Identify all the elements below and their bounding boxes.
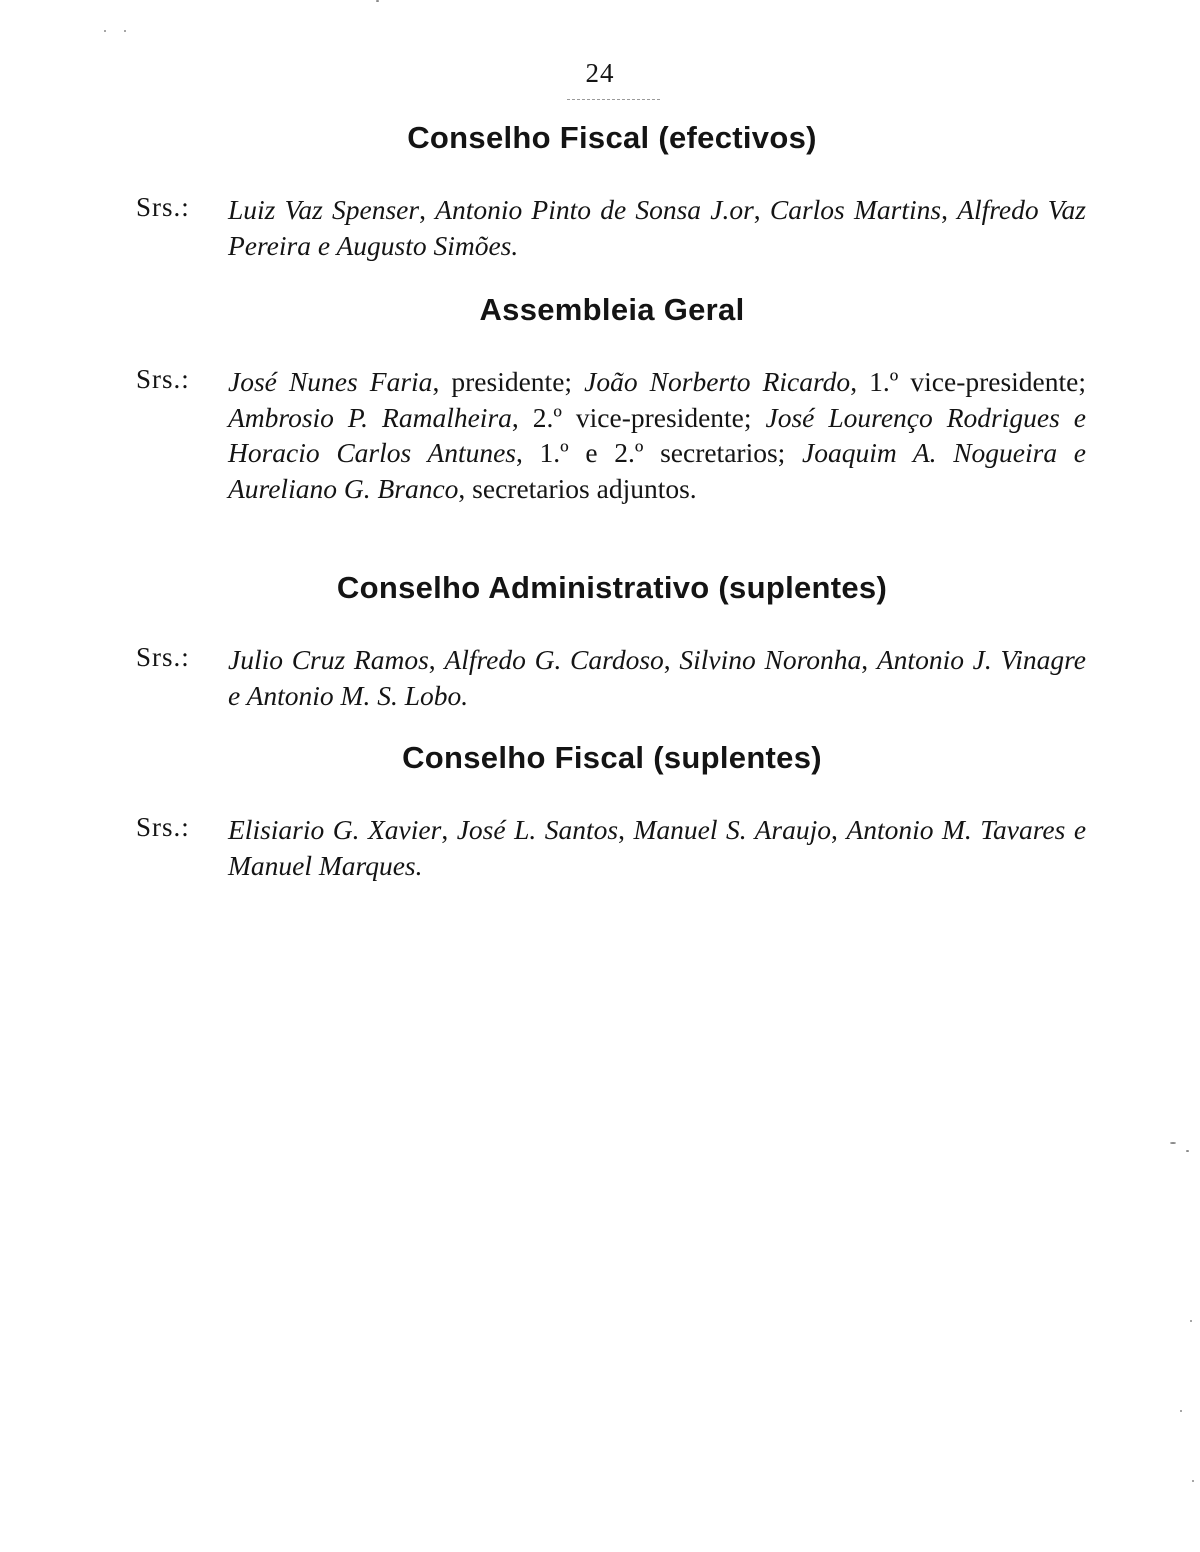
role-text: , (861, 644, 877, 675)
member-name: Carlos Martins (769, 194, 942, 225)
entry-conselho-fiscal-suplentes (136, 812, 1086, 883)
member-name: Alfredo Vaz Pereira e Augusto Simões. (228, 194, 1087, 261)
role-text: , 2.º vice-presidente; (511, 401, 766, 433)
role-text: , secretarios adjuntos. (458, 472, 697, 504)
srs-label: Srs.: (136, 192, 190, 222)
member-list (228, 192, 1086, 263)
srs-label: Srs.: (136, 642, 190, 672)
scan-speck (1170, 1142, 1176, 1144)
scan-speck (1186, 1150, 1189, 1152)
page-number: 24 (585, 58, 615, 88)
scan-speck (1180, 1410, 1182, 1412)
role-text: , (428, 644, 445, 675)
scan-speck (124, 30, 126, 32)
member-name: Joaquim A. Nogueira e Aureliano G. Branco (228, 437, 1086, 504)
member-name: Elisiario G. Xavier (228, 814, 442, 845)
scan-speck (1190, 1320, 1192, 1322)
role-text: , (831, 814, 847, 845)
entry-conselho-administrativo-suplentes (136, 642, 1086, 713)
member-name: José Nunes Faria (228, 366, 433, 397)
member-name: José L. Santos (456, 814, 619, 845)
member-list (228, 642, 1086, 713)
page-number-rule (567, 99, 660, 100)
entry-conselho-fiscal-efectivos (136, 192, 1086, 263)
srs-label: Srs.: (136, 364, 190, 394)
member-name: Ambrosio P. Ramalheira (228, 401, 512, 433)
scan-speck (376, 0, 379, 2)
heading-conselho-fiscal-suplentes: Conselho Fiscal (suplentes) (402, 740, 822, 775)
member-name: José Lourenço Rodrigues e Horacio Carlos Antunes (228, 401, 1086, 468)
member-name: João Norberto Ricardo (584, 366, 851, 397)
role-text: , (663, 644, 680, 675)
member-name: Antonio M. Tavares e Manuel Marques. (228, 814, 1087, 881)
role-text: , (441, 814, 457, 845)
role-text: , (618, 814, 634, 845)
role-text: , (419, 194, 436, 225)
entry-assembleia-geral (136, 364, 1086, 506)
member-name: Antonio J. Vinagre e Antonio M. S. Lobo. (228, 644, 1087, 711)
role-text: , (753, 194, 770, 225)
role-text: , presidente; (432, 366, 585, 397)
srs-label: Srs.: (136, 812, 190, 842)
scan-speck (1192, 1480, 1194, 1482)
member-name: Manuel S. Araujo (633, 814, 832, 845)
scan-speck (104, 30, 106, 32)
member-name: Antonio Pinto de Sonsa J.or (435, 194, 754, 225)
heading-conselho-administrativo-suplentes: Conselho Administrativo (suplentes) (336, 570, 888, 605)
member-list (228, 812, 1086, 883)
role-text: , 1.º e 2.º secretarios; (516, 437, 802, 468)
member-name: Silvino Noronha (679, 644, 862, 675)
heading-assembleia-geral: Assembleia Geral (479, 292, 745, 327)
member-list (228, 364, 1086, 506)
member-name: Luiz Vaz Spenser (228, 194, 420, 225)
role-text: , (941, 194, 958, 225)
role-text: , 1.º vice-presidente; (850, 366, 1086, 397)
heading-conselho-fiscal-efectivos: Conselho Fiscal (efectivos) (407, 120, 817, 155)
member-name: Alfredo G. Cardoso (444, 644, 664, 675)
member-name: Julio Cruz Ramos (228, 644, 429, 675)
